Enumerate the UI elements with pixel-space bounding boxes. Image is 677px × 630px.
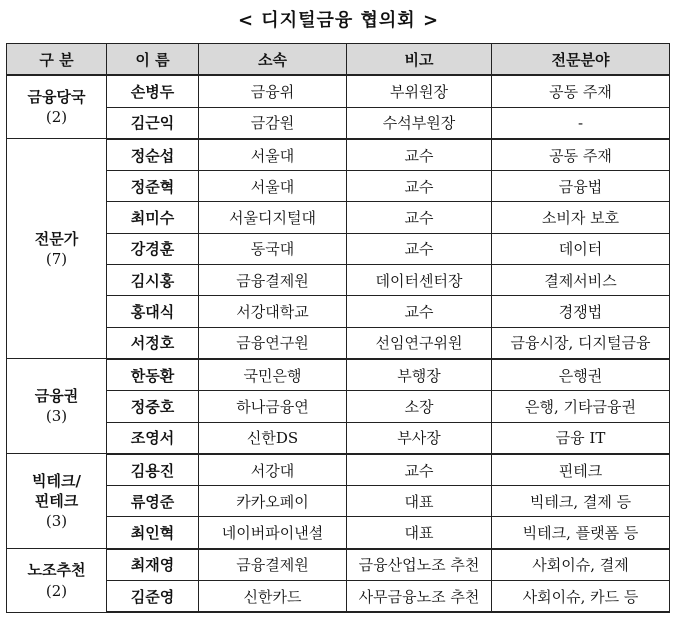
group-label: 노조추천 [27,561,86,580]
affiliation-cell: 하나금융연 [199,391,347,422]
field-cell: 빅테크, 플랫폼 등 [492,517,670,549]
affiliation-cell: 네이버파이낸셜 [199,517,347,549]
affiliation-cell: 금융결제원 [199,549,347,581]
group-cell [7,75,107,139]
field-cell: 빅테크, 결제 등 [492,486,670,517]
table-row [7,391,670,422]
note-cell: 대표 [347,486,492,517]
name-cell: 최재영 [107,549,199,581]
field-cell: 금융시장, 디지털금융 [492,327,670,359]
group-label: 금융권 [34,387,79,406]
group-count: (3) [45,407,68,426]
group-cell [7,549,107,613]
group-cell [7,454,107,549]
name-cell: 정순섭 [107,139,199,171]
table-row [7,107,670,139]
group-count: (2) [45,581,68,600]
note-cell: 수석부원장 [347,107,492,139]
page-title: < 디지털금융 협의회 > [237,10,440,31]
group-label: 핀테크 [34,492,79,511]
note-cell: 선임연구위원 [347,327,492,359]
field-cell: 소비자 보호 [492,202,670,233]
table-row [7,171,670,202]
name-cell: 류영준 [107,486,199,517]
group-count: (3) [45,512,68,531]
header-affiliation: 소속 [199,44,347,76]
affiliation-cell: 서울디지털대 [199,202,347,233]
note-cell: 부행장 [347,359,492,391]
field-cell: 공동 주재 [492,139,670,171]
name-cell: 김근익 [107,107,199,139]
name-cell: 손병두 [107,75,199,107]
note-cell: 교수 [347,202,492,233]
note-cell: 대표 [347,517,492,549]
field-cell: 사회이슈, 카드 등 [492,581,670,613]
note-cell: 교수 [347,171,492,202]
name-cell: 김용진 [107,454,199,486]
group-label: 전문가 [34,229,79,248]
name-cell: 서정호 [107,327,199,359]
note-cell: 부위원장 [347,75,492,107]
name-cell: 조영서 [107,422,199,454]
name-cell: 김시홍 [107,265,199,296]
field-cell: 결제서비스 [492,265,670,296]
affiliation-cell: 카카오페이 [199,486,347,517]
name-cell: 강경훈 [107,233,199,264]
table-row [7,296,670,327]
affiliation-cell: 금감원 [199,107,347,139]
field-cell: 은행, 기타금융권 [492,391,670,422]
name-cell: 최인혁 [107,517,199,549]
table-row [7,422,670,454]
field-cell: 데이터 [492,233,670,264]
header-row [7,44,670,76]
affiliation-cell: 금융위 [199,75,347,107]
affiliation-cell: 신한DS [199,422,347,454]
header-field: 전문분야 [492,44,670,76]
field-cell: 금융법 [492,171,670,202]
affiliation-cell: 국민은행 [199,359,347,391]
note-cell: 금융산업노조 추천 [347,549,492,581]
note-cell: 부사장 [347,422,492,454]
field-cell: 핀테크 [492,454,670,486]
affiliation-cell: 금융연구원 [199,327,347,359]
affiliation-cell: 신한카드 [199,581,347,613]
field-cell: 은행권 [492,359,670,391]
field-cell: - [492,107,670,139]
affiliation-cell: 서울대 [199,171,347,202]
table-row [7,517,670,549]
header-note: 비고 [347,44,492,76]
table-row [7,454,670,486]
field-cell: 공동 주재 [492,75,670,107]
table-body [7,75,670,612]
affiliation-cell: 서강대 [199,454,347,486]
table-row [7,359,670,391]
table-row [7,327,670,359]
group-label: 금융당국 [27,88,86,107]
group-count: (2) [45,108,68,127]
field-cell: 금융 IT [492,422,670,454]
note-cell: 소장 [347,391,492,422]
note-cell: 교수 [347,296,492,327]
note-cell: 교수 [347,139,492,171]
table-row [7,202,670,233]
field-cell: 경쟁법 [492,296,670,327]
header-name: 이 름 [107,44,199,76]
note-cell: 교수 [347,233,492,264]
note-cell: 데이터센터장 [347,265,492,296]
note-cell: 교수 [347,454,492,486]
name-cell: 홍대식 [107,296,199,327]
table-row [7,581,670,613]
name-cell: 최미수 [107,202,199,233]
affiliation-cell: 금융결제원 [199,265,347,296]
header-group: 구 분 [7,44,107,76]
table-row [7,139,670,171]
affiliation-cell: 서강대학교 [199,296,347,327]
name-cell: 김준영 [107,581,199,613]
name-cell: 한동환 [107,359,199,391]
group-cell [7,139,107,359]
group-label: 빅테크/ [32,471,81,490]
table-row [7,233,670,264]
note-cell: 사무금융노조 추천 [347,581,492,613]
affiliation-cell: 서울대 [199,139,347,171]
group-cell [7,359,107,454]
table-row [7,549,670,581]
table-row [7,75,670,107]
committee-table [6,43,670,613]
field-cell: 사회이슈, 결제 [492,549,670,581]
affiliation-cell: 동국대 [199,233,347,264]
name-cell: 정중호 [107,391,199,422]
name-cell: 정준혁 [107,171,199,202]
group-count: (7) [45,249,68,268]
table-row [7,265,670,296]
table-row [7,486,670,517]
